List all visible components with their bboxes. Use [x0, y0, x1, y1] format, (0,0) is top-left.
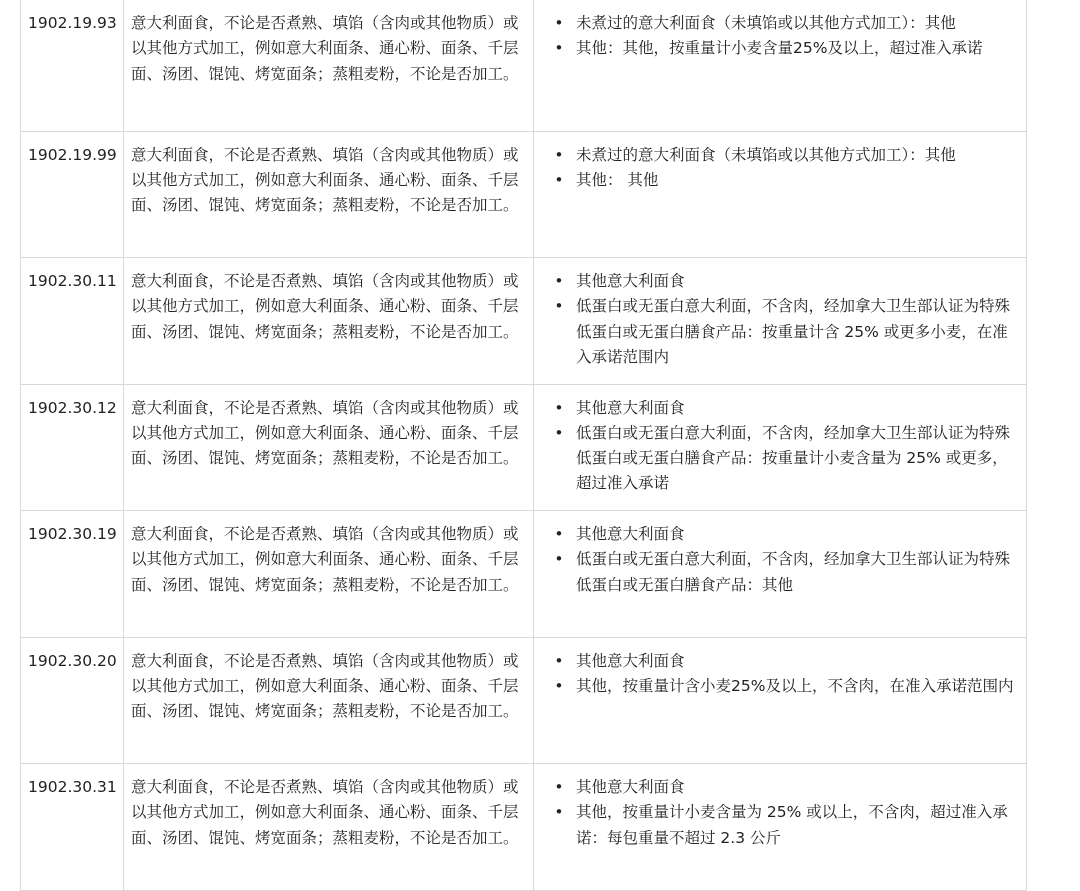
tariff-code-cell: 1902.30.19 — [21, 511, 124, 638]
bullet-icon: • — [554, 525, 564, 543]
table-row — [21, 384, 1027, 511]
bullet-icon: • — [554, 423, 564, 442]
tariff-code-cell: 1902.30.31 — [21, 764, 124, 891]
tariff-table-container — [20, 0, 1026, 891]
description-cell: 意大利面食，不论是否煮熟、填馅（含肉或其他物质）或以其他方式加工，例如意大利面条、通心粉、面条、千层面、汤团、馄饨、烤宽面条；蒸粗麦粉，不论是否加工。 — [124, 637, 534, 764]
table-row — [21, 511, 1027, 638]
description-cell: 意大利面食，不论是否煮熟、填馅（含肉或其他物质）或以其他方式加工，例如意大利面条、通心粉、面条、千层面、汤团、馄饨、烤宽面条；蒸粗麦粉，不论是否加工。 — [124, 511, 534, 638]
tariff-table — [20, 0, 1027, 891]
notes-cell — [534, 511, 1027, 638]
tariff-code-cell: 1902.19.93 — [21, 0, 124, 131]
bullet-icon: • — [554, 272, 564, 290]
note-text: 低蛋白或无蛋白意大利面，不含肉，经加拿大卫生部认证为特殊低蛋白或无蛋白膳食产品：按重量计小麦含量为 25% 或更多，超过准入承诺 — [576, 423, 1011, 493]
description-cell: 意大利面食，不论是否煮熟、填馅（含肉或其他物质）或以其他方式加工，例如意大利面条、通心粉、面条、千层面、汤团、馄饨、烤宽面条；蒸粗麦粉，不论是否加工。 — [124, 0, 534, 131]
list-item — [544, 547, 1020, 598]
description-cell: 意大利面食，不论是否煮熟、填馅（含肉或其他物质）或以其他方式加工，例如意大利面条、通心粉、面条、千层面、汤团、馄饨、烤宽面条；蒸粗麦粉，不论是否加工。 — [124, 384, 534, 511]
note-text: 低蛋白或无蛋白意大利面，不含肉，经加拿大卫生部认证为特殊低蛋白或无蛋白膳食产品：按重量计含 25% 或更多小麦，在准入承诺范围内 — [576, 297, 1011, 366]
note-text: 其他：其他，按重量计小麦含量25%及以上，超过准入承诺 — [576, 39, 983, 58]
tariff-code-cell: 1902.30.20 — [21, 637, 124, 764]
bullet-icon: • — [554, 778, 564, 796]
table-row — [21, 764, 1027, 891]
bullet-icon: • — [554, 550, 564, 569]
list-item — [544, 168, 1020, 193]
note-text: 其他，按重量计小麦含量为 25% 或以上，不含肉，超过准入承诺：每包重量不超过 2.3 公斤 — [576, 803, 1008, 847]
tariff-code-cell: 1902.19.99 — [21, 131, 124, 258]
bullet-icon: • — [554, 651, 564, 670]
table-row — [21, 258, 1027, 385]
notes-cell — [534, 258, 1027, 385]
note-text: 其他： 其他 — [576, 170, 659, 189]
notes-list — [544, 143, 1020, 194]
list-item — [544, 294, 1020, 370]
notes-list — [544, 11, 1020, 62]
notes-cell — [534, 637, 1027, 764]
note-text: 其他意大利面食 — [576, 398, 685, 417]
notes-list — [544, 269, 1020, 370]
note-text: 其他，按重量计含小麦25%及以上，不含肉，在准入承诺范围内 — [576, 676, 1014, 695]
bullet-icon: • — [554, 803, 564, 822]
bullet-icon: • — [554, 398, 564, 417]
note-text: 其他意大利面食 — [576, 651, 685, 670]
bullet-icon: • — [554, 297, 564, 316]
tariff-code-cell: 1902.30.12 — [21, 384, 124, 511]
tariff-table-body — [21, 0, 1027, 890]
list-item — [544, 36, 1020, 61]
notes-cell — [534, 0, 1027, 131]
note-text: 未煮过的意大利面食（未填馅或以其他方式加工）：其他 — [576, 145, 956, 164]
list-item — [544, 674, 1020, 699]
notes-list — [544, 775, 1020, 851]
bullet-icon: • — [554, 145, 564, 164]
list-item — [544, 269, 1020, 294]
table-row — [21, 0, 1027, 131]
bullet-icon: • — [554, 39, 564, 58]
tariff-code-cell: 1902.30.11 — [21, 258, 124, 385]
description-cell: 意大利面食，不论是否煮熟、填馅（含肉或其他物质）或以其他方式加工，例如意大利面条、通心粉、面条、千层面、汤团、馄饨、烤宽面条；蒸粗麦粉，不论是否加工。 — [124, 258, 534, 385]
list-item — [544, 522, 1020, 547]
description-cell: 意大利面食，不论是否煮熟、填馅（含肉或其他物质）或以其他方式加工，例如意大利面条、通心粉、面条、千层面、汤团、馄饨、烤宽面条；蒸粗麦粉，不论是否加工。 — [124, 764, 534, 891]
note-text: 其他意大利面食 — [576, 525, 685, 543]
list-item — [544, 800, 1020, 851]
bullet-icon: • — [554, 676, 564, 695]
list-item — [544, 421, 1020, 497]
note-text: 低蛋白或无蛋白意大利面，不含肉，经加拿大卫生部认证为特殊低蛋白或无蛋白膳食产品：其他 — [576, 550, 1011, 594]
notes-cell — [534, 764, 1027, 891]
description-cell: 意大利面食，不论是否煮熟、填馅（含肉或其他物质）或以其他方式加工，例如意大利面条、通心粉、面条、千层面、汤团、馄饨、烤宽面条；蒸粗麦粉，不论是否加工。 — [124, 131, 534, 258]
note-text: 其他意大利面食 — [576, 272, 685, 290]
bullet-icon: • — [554, 170, 564, 189]
list-item — [544, 396, 1020, 421]
list-item — [544, 775, 1020, 800]
notes-cell — [534, 384, 1027, 511]
list-item — [544, 649, 1020, 674]
list-item — [544, 11, 1020, 36]
table-row — [21, 131, 1027, 258]
list-item — [544, 143, 1020, 168]
table-row — [21, 637, 1027, 764]
notes-list — [544, 396, 1020, 497]
notes-list — [544, 649, 1020, 700]
note-text: 未煮过的意大利面食（未填馅或以其他方式加工）：其他 — [576, 14, 956, 32]
notes-list — [544, 522, 1020, 598]
note-text: 其他意大利面食 — [576, 778, 685, 796]
notes-cell — [534, 131, 1027, 258]
bullet-icon: • — [554, 14, 564, 32]
